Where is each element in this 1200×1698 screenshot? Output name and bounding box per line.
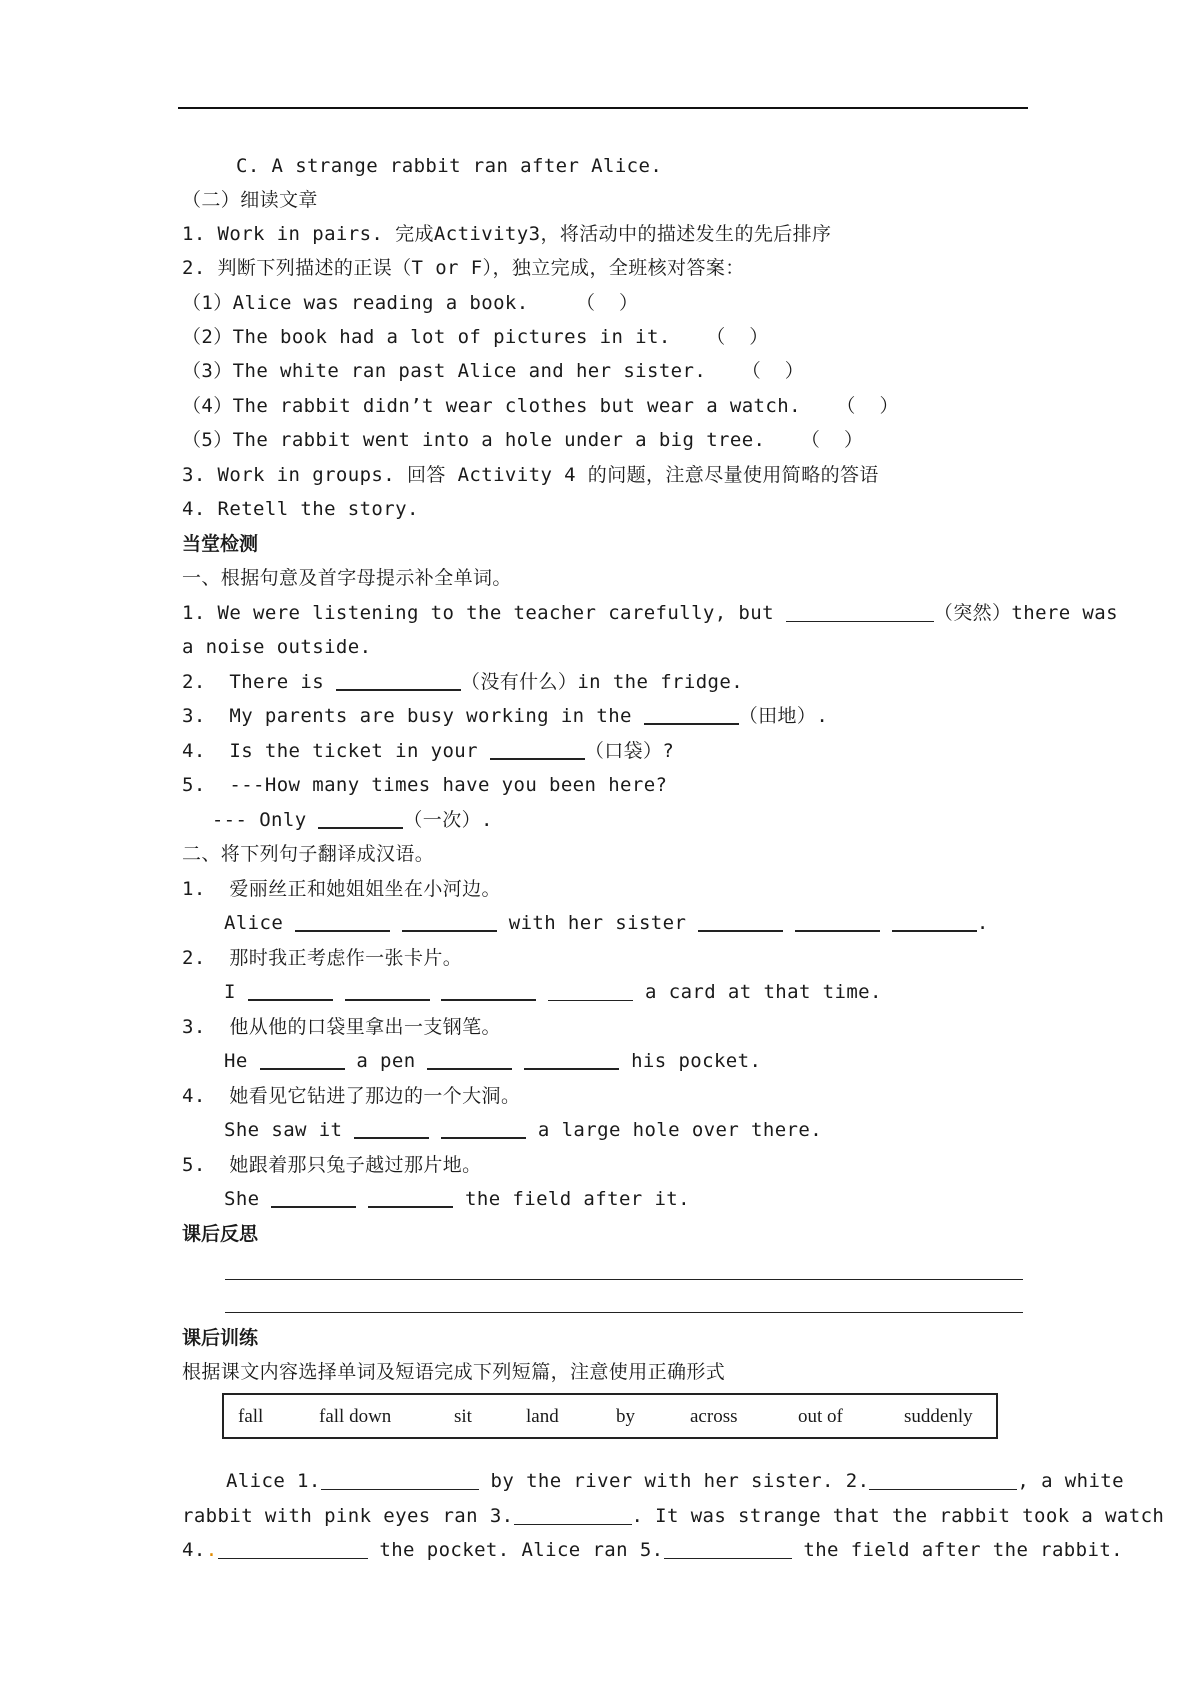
cursor-mark: .	[205, 1539, 218, 1561]
answer-blank[interactable]	[260, 1050, 345, 1070]
answer-blank[interactable]	[441, 1119, 526, 1139]
tf-item-4: （4）The rabbit didn’t wear clothes but wear a watch. （ ）	[182, 395, 899, 417]
translate-item-1: 1. 爱丽丝正和她姐姐坐在小河边。	[182, 878, 501, 900]
task-4: 4. Retell the story.	[182, 498, 419, 520]
reflection-line[interactable]	[225, 1279, 1023, 1280]
answer-blank[interactable]	[490, 740, 585, 760]
translate-answer-1: Alice with her sister .	[224, 912, 989, 934]
section-heading-close-reading: （二）细读文章	[182, 189, 318, 211]
tf-item-1: （1）Alice was reading a book. （ ）	[182, 292, 639, 314]
answer-blank[interactable]	[321, 1471, 479, 1490]
passage-line-2: rabbit with pink eyes ran 3. . It was strange that the rabbit took a watch	[182, 1505, 1165, 1527]
fill-item-5: 5. ---How many times have you been here?	[182, 774, 668, 796]
answer-blank[interactable]	[336, 671, 461, 691]
translate-answer-5: She the field after it.	[224, 1188, 690, 1210]
reflection-line[interactable]	[225, 1312, 1023, 1313]
word-bank-item: out of	[798, 1406, 843, 1427]
answer-blank[interactable]	[218, 1540, 368, 1559]
answer-blank[interactable]	[869, 1471, 1017, 1490]
fill-item-3: 3. My parents are busy working in the （田地）.	[182, 705, 829, 727]
practice-instruction: 根据课文内容选择单词及短语完成下列短篇，注意使用正确形式	[182, 1361, 726, 1383]
passage-line-3: 4.. the pocket. Alice ran 5. the field after the rabbit.	[182, 1539, 1124, 1561]
task-3: 3. Work in groups. 回答 Activity 4 的问题，注意尽量使用简略的答语	[182, 464, 879, 486]
answer-blank[interactable]	[548, 982, 633, 1001]
translate-item-5: 5. 她跟着那只兔子越过那片地。	[182, 1154, 482, 1176]
translate-answer-3: He a pen his pocket.	[224, 1050, 762, 1072]
fill-item-1: 1. We were listening to the teacher carefully, but （突然）there was	[182, 602, 1118, 624]
heading-after-class-practice: 课后训练	[182, 1327, 259, 1349]
header-rule	[178, 107, 1028, 109]
translate-item-4: 4. 她看见它钻进了那边的一个大洞。	[182, 1085, 521, 1107]
tf-item-3: （3）The white ran past Alice and her sister. （ ）	[182, 360, 805, 382]
answer-blank[interactable]	[402, 912, 497, 932]
word-bank-item: across	[690, 1406, 738, 1427]
fill-item-5-answer: --- Only （一次）.	[200, 809, 493, 831]
tf-item-5: （5）The rabbit went into a hole under a big tree. （ ）	[182, 429, 864, 451]
answer-blank[interactable]	[795, 912, 880, 932]
answer-blank[interactable]	[427, 1050, 512, 1070]
answer-blank[interactable]	[441, 981, 536, 1001]
fill-item-1-continued: a noise outside.	[182, 636, 372, 658]
answer-blank[interactable]	[698, 912, 783, 932]
word-bank-box	[222, 1393, 998, 1439]
part-2-instruction: 二、将下列句子翻译成汉语。	[182, 843, 435, 865]
answer-blank[interactable]	[295, 912, 390, 932]
fill-item-4: 4. Is the ticket in your （口袋）?	[182, 740, 675, 762]
option-c: C. A strange rabbit ran after Alice.	[236, 155, 663, 177]
word-bank-item: suddenly	[904, 1406, 973, 1427]
part-1-instruction: 一、根据句意及首字母提示补全单词。	[182, 567, 512, 589]
answer-blank[interactable]	[345, 981, 430, 1001]
fill-item-2: 2. There is （没有什么）in the fridge.	[182, 671, 744, 693]
answer-blank[interactable]	[524, 1050, 619, 1070]
word-bank-item: land	[526, 1406, 559, 1427]
answer-blank[interactable]	[664, 1540, 792, 1559]
word-bank-item: sit	[454, 1406, 472, 1427]
answer-blank[interactable]	[368, 1188, 453, 1208]
task-2: 2. 判断下列描述的正误（T or F），独立完成，全班核对答案：	[182, 257, 745, 279]
answer-blank[interactable]	[271, 1188, 356, 1208]
word-bank-item: by	[616, 1406, 635, 1427]
translate-answer-2: I a card at that time.	[224, 981, 882, 1003]
passage-line-1: Alice 1. by the river with her sister. 2. , a white	[226, 1470, 1124, 1492]
answer-blank[interactable]	[514, 1506, 632, 1525]
answer-blank[interactable]	[786, 603, 934, 622]
answer-blank[interactable]	[354, 1119, 429, 1139]
heading-reflection: 课后反思	[182, 1223, 259, 1245]
answer-blank[interactable]	[892, 912, 977, 932]
translate-answer-4: She saw it a large hole over there.	[224, 1119, 823, 1141]
answer-blank[interactable]	[318, 809, 403, 829]
answer-blank[interactable]	[644, 705, 739, 725]
translate-item-3: 3. 他从他的口袋里拿出一支钢笔。	[182, 1016, 501, 1038]
word-bank-item: fall down	[319, 1406, 392, 1427]
translate-item-2: 2. 那时我正考虑作一张卡片。	[182, 947, 463, 969]
heading-in-class-test: 当堂检测	[182, 533, 259, 555]
answer-blank[interactable]	[248, 981, 333, 1001]
task-1: 1. Work in pairs. 完成Activity3，将活动中的描述发生的先后排序	[182, 223, 832, 245]
tf-item-2: （2）The book had a lot of pictures in it. （ ）	[182, 326, 769, 348]
word-bank-item: fall	[238, 1406, 264, 1427]
